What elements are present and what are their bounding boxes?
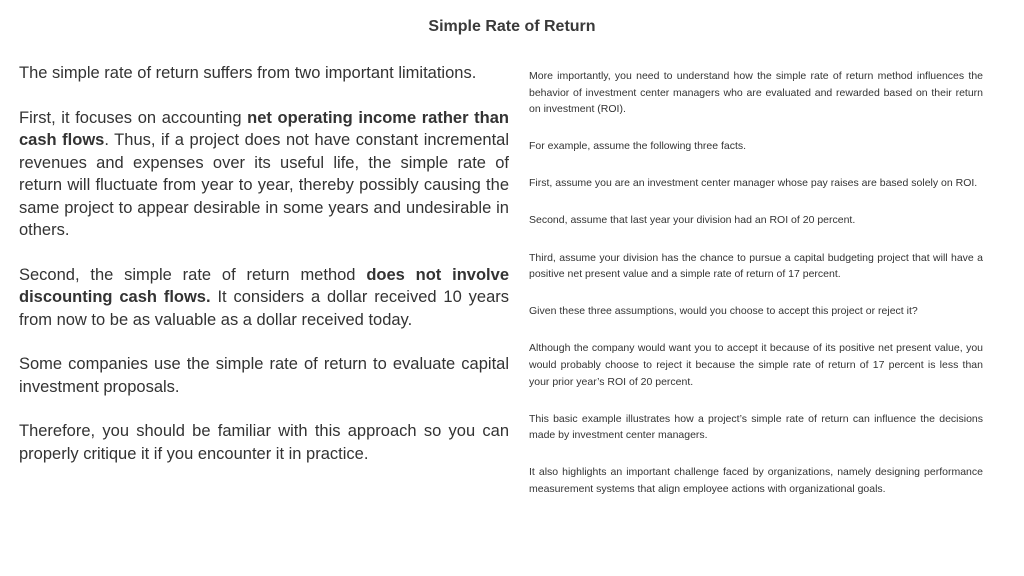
right-column [529,68,983,518]
text: . Thus, if a project does not have constant incremental revenues and expenses over its useful life, the simple rate of return will fluctuate from year to year, thereby possibly causing the same project to appear desirable in some years and undesirable in others. [19,131,509,239]
right-paragraph: Although the company would want you to accept it because of its positive net present value, you would probably choose to reject it because the simple rate of return of 17 percent is less than your prior year’s ROI of 20 percent. [529,342,983,388]
left-column [19,62,509,487]
right-paragraph: It also highlights an important challenge faced by organizations, namely designing performance measurement systems that align employee actions with organizational goals. [529,466,983,495]
emphasis-text: net operating income rather than cash flows [19,108,510,149]
right-paragraph: For example, assume the following three facts. [529,140,747,153]
paragraph-limitations: The simple rate of return suffers from two important limitations. [19,64,477,82]
paragraph-first-limitation [19,107,509,242]
paragraph-conclusion: Therefore, you should be familiar with this approach so you can properly critique it if you encounter it in practice. [19,422,509,463]
text: First, it focuses on accounting [19,108,248,127]
page-title: Simple Rate of Return [428,18,596,35]
right-paragraph: More importantly, you need to understand how the simple rate of return method influences the behavior of investment center managers who are evaluated and rewarded based on their return on investment (ROI). [529,70,983,116]
right-paragraph: Second, assume that last year your division had an ROI of 20 percent. [529,214,856,227]
right-paragraph: Given these three assumptions, would you choose to accept this project or reject it? [529,305,918,318]
text: It considers a dollar received 10 years from now to be as valuable as a dollar received today. [19,288,509,329]
right-paragraph: Third, assume your division has the chance to pursue a capital budgeting project that will have a positive net present value and a simple rate of return of 17 percent. [529,251,983,281]
right-paragraph: First, assume you are an investment center manager whose pay raises are based solely on ROI. [529,177,978,190]
text: Second, the simple rate of return method [19,265,367,284]
right-paragraph: This basic example illustrates how a project’s simple rate of return can influence the decisions made by investment center managers. [529,412,983,442]
paragraph-usage: Some companies use the simple rate of return to evaluate capital investment proposals. [19,355,509,396]
emphasis-text: does not involve discounting cash flows. [19,265,509,306]
paragraph-second-limitation [19,264,509,332]
